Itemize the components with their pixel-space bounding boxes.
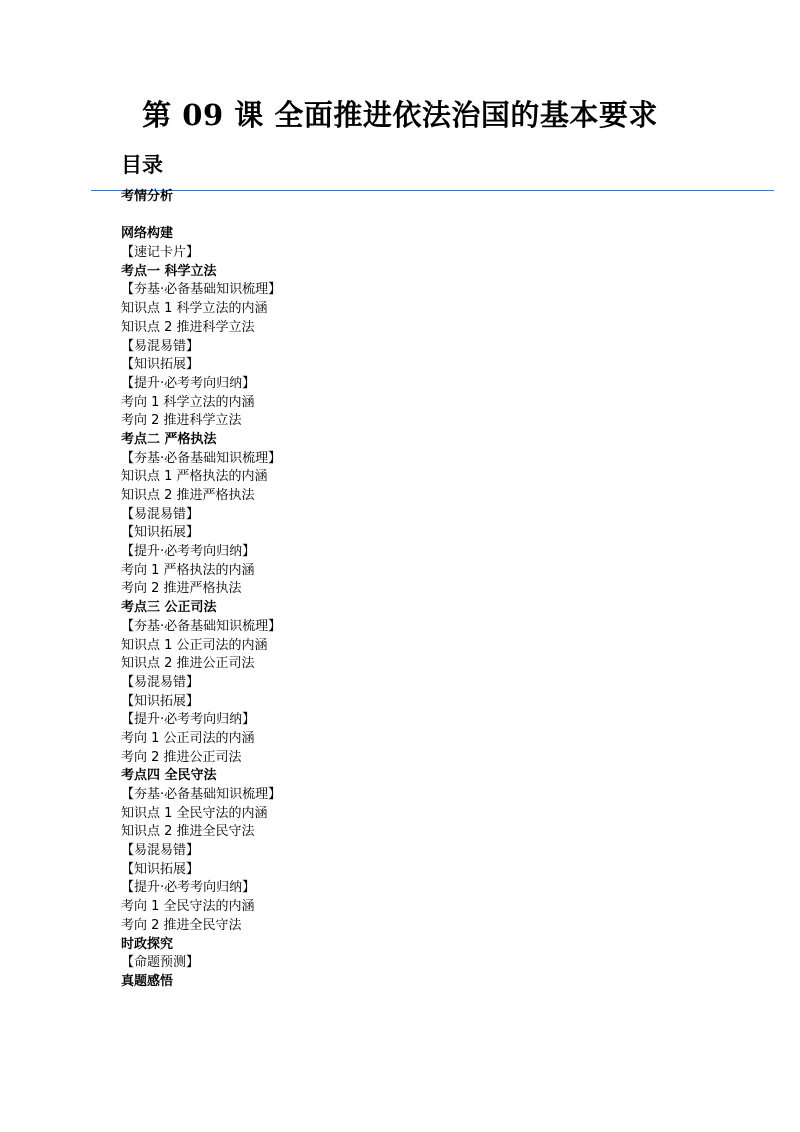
toc-entry[interactable]: 知识点 1 公正司法的内涵 xyxy=(121,637,268,653)
toc-entry-section[interactable]: 时政探究 xyxy=(121,936,174,952)
toc-entry[interactable]: 考向 1 全民守法的内涵 xyxy=(121,899,255,915)
toc-entry-section[interactable]: 真题感悟 xyxy=(121,973,174,989)
toc-entry[interactable]: 【夯基·必备基础知识梳理】 xyxy=(121,787,282,802)
toc-entry[interactable]: 考向 1 严格执法的内涵 xyxy=(121,562,255,578)
toc-entry[interactable]: 【夯基·必备基础知识梳理】 xyxy=(121,450,282,466)
toc-entry[interactable]: 【夯基·必备基础知识梳理】 xyxy=(121,282,282,298)
toc-entry[interactable]: 知识点 1 全民守法的内涵 xyxy=(121,805,268,821)
toc-entry[interactable]: 考向 1 公正司法的内涵 xyxy=(121,730,255,746)
toc-entry[interactable]: 知识点 1 科学立法的内涵 xyxy=(121,301,268,317)
toc-entry[interactable]: 【提升·必考考向归纳】 xyxy=(121,544,256,560)
toc-entry[interactable]: 知识点 2 推进全民守法 xyxy=(121,824,255,840)
toc-entry-section[interactable]: 考情分析 xyxy=(121,189,174,204)
page-title: 第 09 课 全面推进依法治国的基本要求 xyxy=(142,98,658,132)
toc-entry-section[interactable]: 考点二 严格执法 xyxy=(121,431,217,447)
toc-entry[interactable]: 【易混易错】 xyxy=(121,674,200,690)
toc-heading: 目录 xyxy=(121,153,163,177)
toc-entry[interactable]: 知识点 1 严格执法的内涵 xyxy=(121,469,268,485)
toc-entry[interactable]: 【知识拓展】 xyxy=(121,693,200,709)
toc-entry[interactable]: 考向 2 推进公正司法 xyxy=(121,749,242,765)
toc-entry[interactable]: 知识点 2 推进科学立法 xyxy=(121,319,255,335)
toc-entry[interactable]: 【速记卡片】 xyxy=(121,245,200,261)
table-of-contents xyxy=(121,188,281,992)
toc-entry[interactable]: 知识点 2 推进公正司法 xyxy=(121,656,255,672)
toc-entry-section[interactable]: 考点一 科学立法 xyxy=(121,263,217,279)
toc-entry[interactable]: 【提升·必考考向归纳】 xyxy=(121,375,256,391)
toc-entry[interactable]: 【易混易错】 xyxy=(121,843,200,859)
toc-entry[interactable]: 考向 1 科学立法的内涵 xyxy=(121,394,255,410)
toc-entry[interactable]: 【知识拓展】 xyxy=(121,861,200,877)
toc-entry[interactable]: 【知识拓展】 xyxy=(121,357,200,373)
toc-entry[interactable]: 【提升·必考考向归纳】 xyxy=(121,880,256,896)
toc-entry[interactable]: 考向 2 推进严格执法 xyxy=(121,581,242,597)
toc-entry[interactable]: 【提升·必考考向归纳】 xyxy=(121,712,256,728)
toc-entry[interactable]: 考向 2 推进科学立法 xyxy=(121,413,242,429)
toc-entry-section[interactable]: 考点三 公正司法 xyxy=(121,600,217,616)
toc-entry[interactable]: 【夯基·必备基础知识梳理】 xyxy=(121,618,282,634)
toc-entry[interactable]: 知识点 2 推进严格执法 xyxy=(121,488,255,503)
toc-entry-section[interactable]: 网络构建 xyxy=(121,226,174,242)
toc-entry[interactable]: 【易混易错】 xyxy=(121,338,200,354)
toc-entry[interactable]: 考向 2 推进全民守法 xyxy=(121,917,242,933)
toc-entry[interactable]: 【知识拓展】 xyxy=(121,525,200,541)
toc-entry[interactable]: 【命题预测】 xyxy=(121,955,200,971)
toc-entry-section[interactable]: 考点四 全民守法 xyxy=(121,768,217,784)
toc-entry[interactable]: 【易混易错】 xyxy=(121,506,200,522)
